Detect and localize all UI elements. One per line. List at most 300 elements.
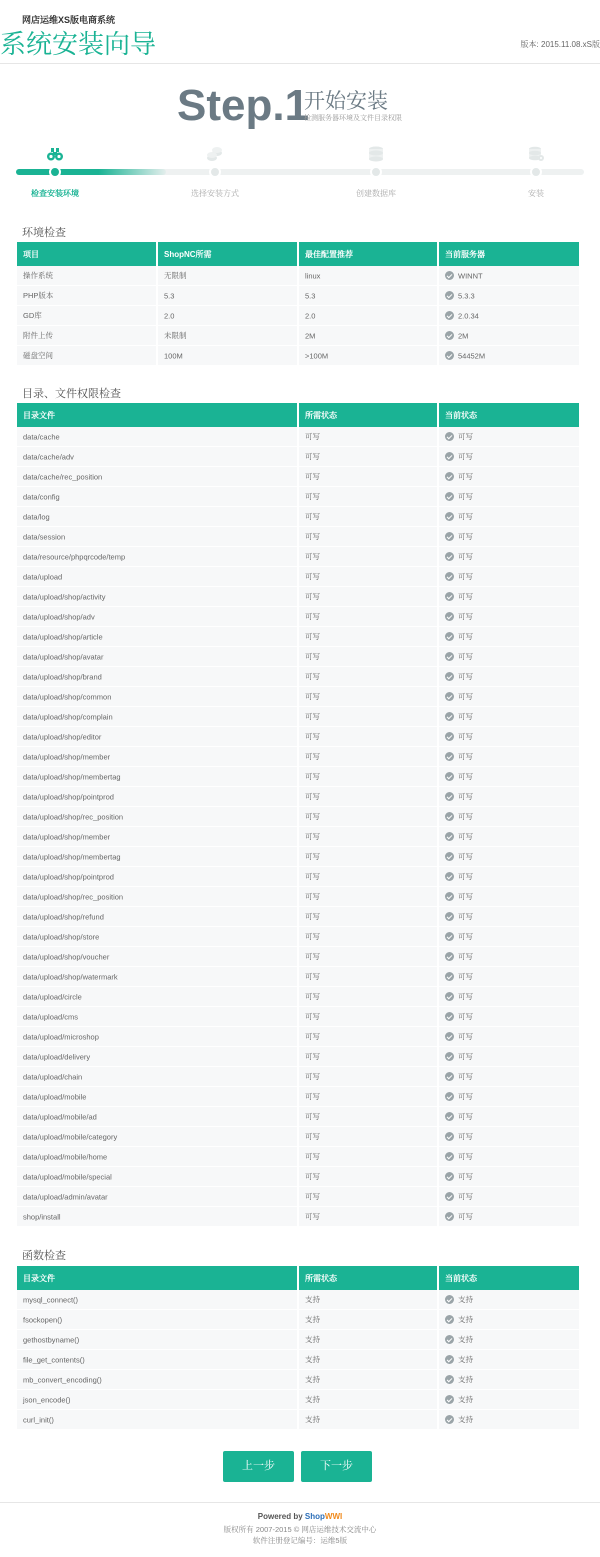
dirs-cell <box>17 567 299 587</box>
dirs-cell-value: data/upload/shop/member <box>23 832 111 842</box>
check-circle-icon <box>445 1192 454 1201</box>
dirs-cell-value: 可写 <box>458 692 473 701</box>
dirs-cell-value: 可写 <box>305 952 320 961</box>
powered-by <box>0 1512 600 1521</box>
check-circle-icon <box>445 732 454 741</box>
dirs-cell <box>17 827 299 847</box>
funcs-cell-value: 支持 <box>458 1355 473 1364</box>
dirs-cell <box>17 767 299 787</box>
funcs-cell-value: 支持 <box>458 1375 473 1384</box>
check-circle-icon <box>445 572 454 581</box>
brand-wwi[interactable]: WWI <box>324 1512 343 1521</box>
dirs-cell-value: data/upload/shop/rec_position <box>23 892 124 902</box>
env-cell-value: WINNT <box>458 271 483 281</box>
dirs-cell <box>439 1207 579 1227</box>
next-step-button[interactable]: 下一步 <box>301 1451 372 1482</box>
dirs-cell-value: data/upload/shop/article <box>23 632 103 642</box>
step-node-3 <box>370 166 382 178</box>
dirs-cell-value: shop/install <box>23 1212 61 1222</box>
funcs-cell <box>17 1290 299 1310</box>
dirs-cell <box>299 967 439 987</box>
funcs-header-cell: 所需状态 <box>299 1266 439 1290</box>
env-cell-value: 2.0.34 <box>458 311 479 321</box>
env-cell <box>158 346 299 366</box>
check-circle-icon <box>445 812 454 821</box>
funcs-cell-value: 支持 <box>305 1295 320 1304</box>
env-cell <box>299 306 439 326</box>
dirs-cell-value: data/upload/shop/complain <box>23 712 113 722</box>
dirs-cell <box>299 467 439 487</box>
env-cell-value: 未限制 <box>164 331 187 340</box>
dirs-cell <box>439 687 579 707</box>
dirs-cell-value: 可写 <box>305 1152 320 1161</box>
step-title: 开始安装 <box>304 90 388 113</box>
dirs-cell <box>439 1187 579 1207</box>
dirs-cell <box>299 1187 439 1207</box>
dirs-cell-value: 可写 <box>458 852 473 861</box>
env-header-cell: 项目 <box>17 242 158 266</box>
funcs-cell-value: curl_init() <box>23 1415 54 1425</box>
step-label-4: 安装 <box>528 189 544 198</box>
dirs-cell <box>299 547 439 567</box>
check-circle-icon <box>445 552 454 561</box>
check-circle-icon <box>445 452 454 461</box>
funcs-cell <box>299 1290 439 1310</box>
table-row <box>17 447 579 467</box>
funcs-cell-value: mysql_connect() <box>23 1295 79 1305</box>
dirs-cell <box>17 467 299 487</box>
dirs-cell <box>17 787 299 807</box>
table-row <box>17 1127 579 1147</box>
dirs-cell <box>299 1067 439 1087</box>
dirs-cell-value: 可写 <box>458 1112 473 1121</box>
funcs-cell <box>299 1350 439 1370</box>
dirs-cell-value: 可写 <box>305 572 320 581</box>
dirs-cell <box>439 467 579 487</box>
dirs-cell-value: 可写 <box>305 912 320 921</box>
env-cell <box>439 326 579 346</box>
env-cell <box>439 266 579 286</box>
env-cell-value: 2.0 <box>164 311 175 321</box>
dirs-cell <box>299 1107 439 1127</box>
check-circle-icon <box>445 492 454 501</box>
dirs-cell-value: 可写 <box>305 652 320 661</box>
funcs-cell-value: gethostbyname() <box>23 1335 80 1345</box>
dirs-section-title: 目录、文件权限检查 <box>22 388 121 400</box>
table-row <box>17 687 579 707</box>
table-row <box>17 607 579 627</box>
env-cell-value: >100M <box>305 351 329 361</box>
dirs-cell-value: 可写 <box>458 732 473 741</box>
table-row <box>17 1107 579 1127</box>
funcs-cell <box>439 1410 579 1430</box>
table-row <box>17 1067 579 1087</box>
dirs-cell-value: 可写 <box>458 792 473 801</box>
dirs-cell <box>439 967 579 987</box>
dirs-cell <box>17 1067 299 1087</box>
funcs-cell-value: 支持 <box>305 1335 320 1344</box>
funcs-header-cell: 当前状态 <box>439 1266 579 1290</box>
dirs-cell-value: 可写 <box>458 1012 473 1021</box>
dirs-cell-value: 可写 <box>305 792 320 801</box>
env-cell <box>299 326 439 346</box>
dirs-cell-value: data/upload/shop/watermark <box>23 972 118 982</box>
dirs-cell <box>299 947 439 967</box>
check-circle-icon <box>445 792 454 801</box>
dirs-cell-value: 可写 <box>305 1092 320 1101</box>
dirs-cell-value: data/upload/mobile <box>23 1092 87 1102</box>
dirs-cell-value: data/upload/cms <box>23 1012 79 1022</box>
check-circle-icon <box>445 932 454 941</box>
dirs-cell-value: data/upload/circle <box>23 992 82 1002</box>
env-cell <box>17 266 158 286</box>
dirs-cell-value: data/upload/microshop <box>23 1032 99 1042</box>
table-row <box>17 1207 579 1227</box>
dirs-cell <box>299 427 439 447</box>
dirs-cell <box>299 1027 439 1047</box>
dirs-cell <box>299 867 439 887</box>
dirs-cell <box>299 1127 439 1147</box>
dirs-cell <box>439 527 579 547</box>
dirs-cell <box>439 807 579 827</box>
dirs-cell-value: data/upload/mobile/category <box>23 1132 118 1142</box>
dirs-cell <box>17 1047 299 1067</box>
check-circle-icon <box>445 1375 454 1384</box>
env-cell <box>17 286 158 306</box>
dirs-cell-value: 可写 <box>305 752 320 761</box>
table-row <box>17 767 579 787</box>
dirs-cell-value: 可写 <box>305 612 320 621</box>
env-cell-value: 附件上传 <box>23 331 53 340</box>
env-cell-value: 磁盘空间 <box>23 351 53 360</box>
page-footer <box>0 1502 600 1557</box>
funcs-cell-value: 支持 <box>458 1315 473 1324</box>
check-circle-icon <box>445 1415 454 1424</box>
funcs-cell <box>299 1370 439 1390</box>
funcs-cell <box>299 1310 439 1330</box>
dirs-cell-value: data/upload/shop/avatar <box>23 652 104 662</box>
install-progress <box>16 140 584 202</box>
dirs-cell-value: 可写 <box>458 752 473 761</box>
page-header <box>0 0 600 64</box>
dirs-cell <box>439 1127 579 1147</box>
table-row <box>17 927 579 947</box>
dirs-cell-value: 可写 <box>305 552 320 561</box>
dirs-cell-value: 可写 <box>458 672 473 681</box>
table-row <box>17 1370 579 1390</box>
env-cell-value: 100M <box>164 351 183 361</box>
dirs-cell-value: data/cache/adv <box>23 452 74 462</box>
check-circle-icon <box>445 712 454 721</box>
dirs-cell-value: 可写 <box>305 532 320 541</box>
dirs-cell-value: 可写 <box>305 852 320 861</box>
dirs-cell <box>439 1087 579 1107</box>
check-circle-icon <box>445 311 454 320</box>
table-row <box>17 1390 579 1410</box>
dirs-cell <box>17 607 299 627</box>
env-cell <box>158 266 299 286</box>
dirs-header-cell: 目录文件 <box>17 403 299 427</box>
dirs-cell-value: 可写 <box>458 612 473 621</box>
dirs-cell-value: 可写 <box>305 432 320 441</box>
dirs-cell <box>17 707 299 727</box>
dirs-cell-value: data/config <box>23 492 60 502</box>
dirs-cell <box>439 567 579 587</box>
dirs-cell <box>299 927 439 947</box>
env-cell-value: 5.3 <box>164 291 175 301</box>
funcs-header-cell: 目录文件 <box>17 1266 299 1290</box>
dirs-cell <box>17 1167 299 1187</box>
check-circle-icon <box>445 1112 454 1121</box>
env-cell-value: 2.0 <box>305 311 316 321</box>
env-cell-value: 2M <box>458 331 469 341</box>
dirs-cell <box>17 1147 299 1167</box>
table-row <box>17 427 579 447</box>
dirs-cell-value: data/session <box>23 532 66 542</box>
dirs-cell-value: 可写 <box>458 1192 473 1201</box>
database-gear-icon <box>527 146 545 162</box>
dirs-cell <box>439 827 579 847</box>
dirs-cell <box>17 1027 299 1047</box>
dirs-cell-value: data/log <box>23 512 50 522</box>
dirs-cell <box>299 507 439 527</box>
dirs-cell-value: 可写 <box>305 1112 320 1121</box>
dirs-cell-value: 可写 <box>305 672 320 681</box>
dirs-cell <box>439 507 579 527</box>
dirs-cell <box>299 1207 439 1227</box>
env-cell-value: linux <box>305 271 321 281</box>
dirs-cell <box>17 747 299 767</box>
dirs-cell <box>17 1187 299 1207</box>
dirs-cell <box>299 907 439 927</box>
dirs-cell-value: 可写 <box>458 892 473 901</box>
dirs-cell <box>299 747 439 767</box>
funcs-cell-value: 支持 <box>305 1375 320 1384</box>
powered-by-text: Powered by <box>257 1512 305 1521</box>
dirs-cell <box>17 427 299 447</box>
table-row <box>17 1350 579 1370</box>
dirs-cell <box>299 807 439 827</box>
dirs-cell-value: 可写 <box>305 732 320 741</box>
dirs-cell-value: data/upload/shop/voucher <box>23 952 110 962</box>
step-label-2: 选择安装方式 <box>191 189 239 198</box>
table-row <box>17 707 579 727</box>
dirs-cell-value: 可写 <box>458 1212 473 1221</box>
funcs-cell-value: 支持 <box>458 1295 473 1304</box>
dirs-cell-value: data/cache <box>23 432 60 442</box>
dirs-header-cell: 所需状态 <box>299 403 439 427</box>
dirs-cell <box>17 507 299 527</box>
table-row <box>17 567 579 587</box>
dirs-cell-value: data/upload/mobile/ad <box>23 1112 97 1122</box>
dirs-cell <box>299 607 439 627</box>
dirs-cell <box>299 847 439 867</box>
check-circle-icon <box>445 1072 454 1081</box>
check-circle-icon <box>445 1355 454 1364</box>
env-cell-value: PHP版本 <box>23 291 54 300</box>
dirs-cell <box>17 1087 299 1107</box>
table-row <box>17 487 579 507</box>
dirs-cell <box>299 527 439 547</box>
env-cell <box>299 346 439 366</box>
env-cell <box>439 306 579 326</box>
dirs-cell-value: 可写 <box>458 632 473 641</box>
check-circle-icon <box>445 1395 454 1404</box>
dirs-cell <box>299 567 439 587</box>
table-row <box>17 1410 579 1430</box>
dirs-cell <box>17 847 299 867</box>
dirs-cell-value: 可写 <box>458 712 473 721</box>
dirs-cell <box>439 927 579 947</box>
check-circle-icon <box>445 632 454 641</box>
database-icon <box>367 146 385 162</box>
table-row <box>17 967 579 987</box>
env-header-cell: 当前服务器 <box>439 242 579 266</box>
table-row <box>17 507 579 527</box>
table-row <box>17 1007 579 1027</box>
table-row <box>17 647 579 667</box>
table-row <box>17 547 579 567</box>
version-label: 版本: 2015.11.08.xS版 <box>520 40 600 49</box>
dirs-cell <box>439 447 579 467</box>
step-label-3: 创建数据库 <box>356 189 396 198</box>
dirs-cell-value: data/resource/phpqrcode/temp <box>23 552 126 562</box>
table-row <box>17 747 579 767</box>
dirs-cell-value: 可写 <box>305 872 320 881</box>
funcs-cell <box>17 1370 299 1390</box>
env-table <box>17 242 579 366</box>
table-row <box>17 306 579 326</box>
dirs-cell-value: data/upload <box>23 572 63 582</box>
dirs-cell-value: 可写 <box>458 992 473 1001</box>
dirs-cell-value: 可写 <box>458 872 473 881</box>
dirs-cell-value: 可写 <box>305 1212 320 1221</box>
table-row <box>17 1167 579 1187</box>
dirs-cell <box>439 607 579 627</box>
dirs-cell-value: 可写 <box>458 832 473 841</box>
dirs-cell <box>299 727 439 747</box>
table-row <box>17 667 579 687</box>
env-cell-value: 无限制 <box>164 271 187 280</box>
table-row <box>17 627 579 647</box>
dirs-cell <box>17 927 299 947</box>
dirs-cell-value: 可写 <box>305 492 320 501</box>
dirs-cell <box>299 627 439 647</box>
dirs-cell <box>17 627 299 647</box>
dirs-cell <box>17 987 299 1007</box>
brand-shop[interactable]: Shop <box>304 1512 325 1521</box>
dirs-cell-value: data/upload/shop/pointprod <box>23 872 114 882</box>
env-header-cell: ShopNC所需 <box>158 242 299 266</box>
check-circle-icon <box>445 271 454 280</box>
dirs-cell-value: 可写 <box>305 592 320 601</box>
dirs-cell-value: 可写 <box>458 1032 473 1041</box>
dirs-cell-value: data/upload/shop/refund <box>23 912 104 922</box>
dirs-cell <box>439 1147 579 1167</box>
step-node-2 <box>209 166 221 178</box>
dirs-cell <box>17 1127 299 1147</box>
page-title: 系统安装向导 <box>0 29 157 59</box>
dirs-cell <box>17 667 299 687</box>
dirs-cell-value: 可写 <box>305 1012 320 1021</box>
dirs-cell <box>439 747 579 767</box>
prev-step-button[interactable]: 上一步 <box>223 1451 294 1482</box>
dirs-cell-value: data/upload/mobile/special <box>23 1172 112 1182</box>
check-circle-icon <box>445 692 454 701</box>
check-circle-icon <box>445 912 454 921</box>
dirs-cell <box>439 487 579 507</box>
check-circle-icon <box>445 952 454 961</box>
dirs-cell <box>299 647 439 667</box>
check-circle-icon <box>445 1032 454 1041</box>
funcs-cell-value: 支持 <box>305 1315 320 1324</box>
dirs-cell-value: 可写 <box>305 1172 320 1181</box>
check-circle-icon <box>445 992 454 1001</box>
env-cell <box>17 326 158 346</box>
step-number: Step.1 <box>177 81 310 130</box>
header-subtitle: 网店运维XS版电商系统 <box>22 15 116 25</box>
check-circle-icon <box>445 872 454 881</box>
env-cell-value: 5.3.3 <box>458 291 475 301</box>
check-circle-icon <box>445 291 454 300</box>
check-circle-icon <box>445 1172 454 1181</box>
check-circle-icon <box>445 532 454 541</box>
dirs-cell <box>299 587 439 607</box>
table-row <box>17 907 579 927</box>
env-header-cell: 最佳配置推荐 <box>299 242 439 266</box>
license-text: 软件注册登记编号：运维5版 <box>252 1536 348 1545</box>
dirs-cell <box>17 807 299 827</box>
env-section-title: 环境检查 <box>22 227 66 239</box>
table-row <box>17 1310 579 1330</box>
dirs-cell <box>299 1087 439 1107</box>
dirs-cell <box>299 1167 439 1187</box>
dirs-cell-value: data/upload/shop/member <box>23 752 111 762</box>
funcs-cell <box>439 1390 579 1410</box>
table-row <box>17 947 579 967</box>
dirs-cell-value: data/upload/chain <box>23 1072 83 1082</box>
dirs-cell <box>439 907 579 927</box>
funcs-cell <box>17 1410 299 1430</box>
funcs-cell <box>17 1350 299 1370</box>
dirs-cell <box>299 1147 439 1167</box>
funcs-section-title: 函数检查 <box>22 1250 66 1262</box>
table-row <box>17 1290 579 1310</box>
env-cell <box>439 286 579 306</box>
dirs-cell <box>17 447 299 467</box>
dirs-cell-value: 可写 <box>458 472 473 481</box>
env-cell <box>17 306 158 326</box>
funcs-cell <box>439 1290 579 1310</box>
funcs-cell <box>17 1330 299 1350</box>
check-circle-icon <box>445 672 454 681</box>
funcs-cell <box>299 1390 439 1410</box>
dirs-cell <box>439 1007 579 1027</box>
check-circle-icon <box>445 1092 454 1101</box>
dirs-cell <box>17 947 299 967</box>
dirs-cell-value: 可写 <box>305 632 320 641</box>
funcs-cell-value: file_get_contents() <box>23 1355 85 1365</box>
check-circle-icon <box>445 892 454 901</box>
funcs-cell <box>17 1390 299 1410</box>
env-cell-value: 2M <box>305 331 316 341</box>
dirs-cell-value: 可写 <box>305 1132 320 1141</box>
check-circle-icon <box>445 1212 454 1221</box>
dirs-cell <box>17 1207 299 1227</box>
dirs-cell <box>299 787 439 807</box>
dirs-cell <box>299 487 439 507</box>
step-label-1: 检查安装环境 <box>31 189 79 198</box>
